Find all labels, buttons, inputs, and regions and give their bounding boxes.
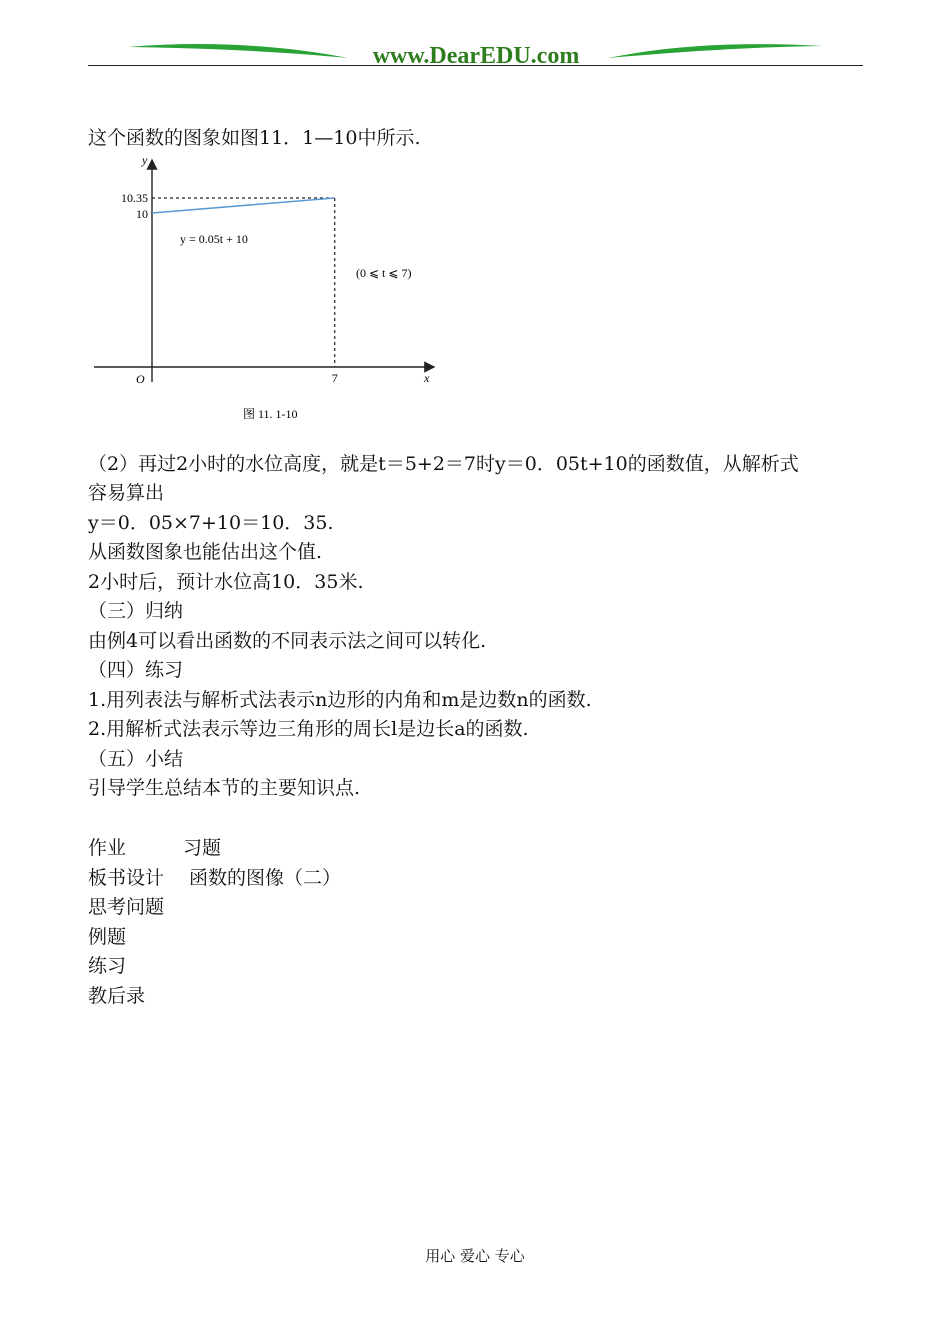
part2-line1: （2）再过2小时的水位高度，就是t＝5+2＝7时y＝0．05t+10的函数值，从解析式 (88, 453, 799, 475)
estimate-line: 从函数图象也能估出这个值. (88, 541, 323, 563)
y-tick-label-1: 10.35 (121, 191, 148, 205)
series-line (152, 198, 335, 213)
practice-line: 练习 (88, 955, 127, 977)
page-footer: 用心 爱心 专心 (425, 1247, 525, 1265)
y-tick-label-0: 10 (136, 207, 148, 221)
exercise-1: 1.用列表法与解析式法表示n边形的内角和m是边数n的函数. (88, 689, 592, 711)
intro-text: 这个函数的图象如图11．1—10中所示. (88, 127, 421, 149)
exercise-2: 2.用解析式法表示等边三角形的周长l是边长a的函数. (88, 718, 529, 740)
header-rule (88, 65, 863, 66)
homework-line: 作业 习题 (88, 837, 222, 859)
x-tick-label-0: 7 (331, 371, 338, 385)
equation-label: y = 0.05t + 10 (180, 232, 248, 246)
example-line: 例题 (88, 926, 127, 948)
section5-heading: （五）小结 (88, 748, 184, 770)
section3-text: 由例4可以看出函数的不同表示法之间可以转化. (88, 630, 487, 652)
think-line: 思考问题 (88, 896, 165, 918)
calc-line: y＝0．05×7+10＝10．35. (88, 512, 334, 534)
x-axis-label: x (424, 371, 430, 385)
part2-line2: 容易算出 (88, 482, 165, 504)
y-axis-label: y (142, 153, 148, 167)
section5-text: 引导学生总结本节的主要知识点. (88, 777, 361, 799)
site-logo-text: www.DearEDU.com (372, 43, 580, 69)
conclusion-line: 2小时后，预计水位高10．35米. (88, 571, 364, 593)
right-swoosh (608, 44, 823, 58)
figure-caption: 图 11. 1-10 (243, 407, 298, 421)
function-graph (88, 150, 448, 430)
origin-label: O (136, 372, 145, 386)
section4-heading: （四）练习 (88, 659, 184, 681)
notes-line: 教后录 (88, 985, 146, 1007)
chart-marks (121, 191, 338, 385)
graph-svg (88, 150, 448, 430)
domain-label: (0 ⩽ t ⩽ 7) (356, 266, 412, 280)
left-swoosh (128, 44, 348, 58)
section3-heading: （三）归纳 (88, 600, 184, 622)
board-design-line: 板书设计 函数的图像（二） (88, 867, 342, 889)
